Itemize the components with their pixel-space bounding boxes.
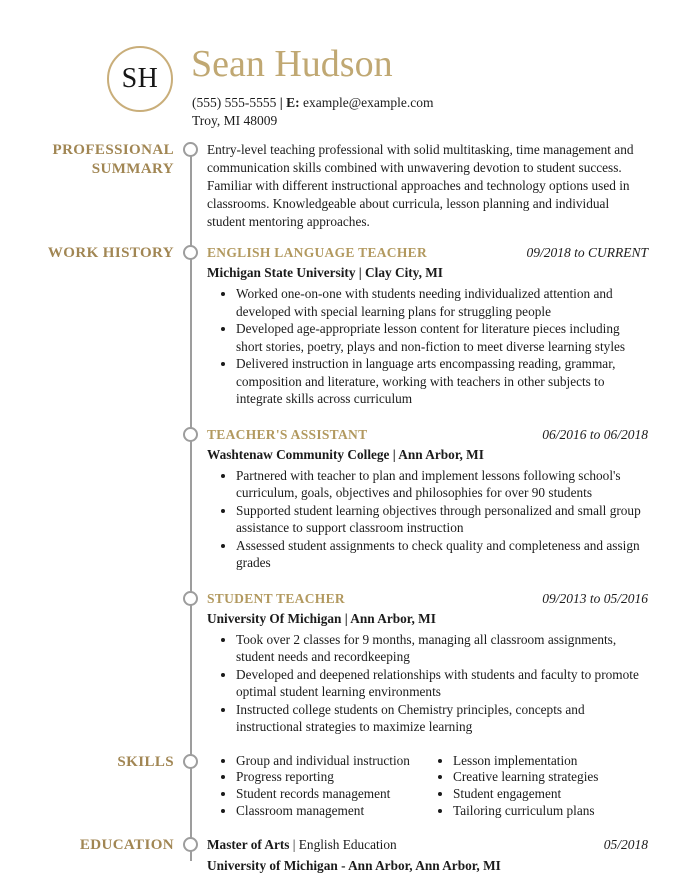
section-job-2: [0, 426, 684, 572]
job-bullet: • Took over 2 classes for 9 months, managing all classroom assignments, student needs and recordkeeping: [236, 631, 648, 666]
candidate-name: Sean Hudson: [191, 43, 393, 85]
monogram-initials: SH: [121, 63, 159, 94]
education-header: [207, 836, 648, 854]
skill-item: • Progress reporting: [236, 769, 424, 786]
timeline-rail: [174, 141, 207, 231]
email-address: example@example.com: [302, 95, 434, 110]
skills-column-1: [207, 753, 424, 820]
skills-content: [207, 753, 648, 820]
degree-name: Master of Arts: [207, 836, 290, 852]
skill-item: • Classroom management: [236, 803, 424, 820]
timeline-rail: [174, 426, 207, 572]
job-bullet-list: [207, 631, 648, 736]
timeline-node-icon: [183, 427, 198, 442]
skills-list-1: [207, 753, 424, 820]
job-dates: 06/2016 to 06/2018: [542, 426, 648, 442]
timeline-rail: [174, 244, 207, 408]
job-bullet: • Partnered with teacher to plan and implement lessons following school's curriculum, goals, objectives and philosophies for over 90 students: [236, 467, 648, 502]
job-header: [207, 426, 648, 444]
sections-timeline: [0, 141, 684, 875]
skills-list-2: [424, 753, 648, 820]
job-bullet: • Worked one-on-one with students needing individualized attention and developed with special learning plans for struggling people: [236, 285, 648, 320]
timeline-node-icon: [183, 754, 198, 769]
education-entry: [207, 836, 648, 875]
summary-label-line2: SUMMARY: [91, 161, 174, 177]
job-title: ENGLISH LANGUAGE TEACHER: [207, 245, 427, 260]
job-header: [207, 590, 648, 608]
job-entry: [207, 426, 648, 572]
section-skills: [0, 753, 684, 820]
summary-text: Entry-level teaching professional with solid multitasking, time management and communication skills combined with unwavering devotion to student success. Familiar with different instructional approaches and technology options used in classrooms. Knowledgeable about curricula, lesson planning and individual student mentoring approaches.: [207, 142, 634, 229]
job-company: University Of Michigan | Ann Arbor, MI: [207, 610, 436, 626]
skill-item: • Group and individual instruction: [236, 753, 424, 770]
job-header: [207, 244, 648, 262]
contact-line: [192, 95, 434, 111]
section-job-3: [0, 590, 684, 736]
degree-field: English Education: [298, 836, 397, 852]
job-entry: [207, 244, 648, 408]
summary-section-label: [0, 141, 174, 231]
job-bullet: • Developed and deepened relationships with students and faculty to promote optimal student learning environments: [236, 666, 648, 701]
skill-item: • Lesson implementation: [453, 753, 648, 770]
job-title: STUDENT TEACHER: [207, 590, 345, 606]
job-title: TEACHER'S ASSISTANT: [207, 426, 368, 442]
section-education: [0, 836, 684, 875]
job-dates: 09/2013 to 05/2016: [542, 590, 648, 606]
timeline-rail: [174, 590, 207, 736]
skill-item: • Creative learning strategies: [453, 769, 648, 786]
education-section-label: EDUCATION: [79, 836, 174, 853]
phone-number: (555) 555-5555: [192, 95, 277, 110]
education-degree-line: [207, 836, 397, 854]
work-history-section-label: WORK HISTORY: [47, 245, 174, 261]
education-school: University of Michigan - Ann Arbor, Ann Arbor, MI: [207, 857, 501, 873]
job-bullet: • Supported student learning objectives through personalized and small group assistance to support classroom instruction: [236, 502, 648, 537]
skills-columns: [207, 753, 648, 820]
timeline-node-icon: [183, 245, 198, 260]
empty-label: [0, 590, 174, 736]
education-dates: 05/2018: [603, 836, 648, 852]
job-bullet: • Instructed college students on Chemistry principles, concepts and instructional strategies to maximize learning: [236, 701, 648, 736]
job-bullet-list: [207, 467, 648, 572]
monogram-badge: [107, 46, 173, 112]
timeline-rail: [174, 753, 207, 820]
contact-separator: |: [279, 95, 283, 110]
email-label: E:: [286, 95, 300, 110]
skill-item: • Student engagement: [453, 786, 648, 803]
job-bullet: • Assessed student assignments to check quality and completeness and assign grades: [236, 537, 648, 572]
job-dates: 09/2018 to CURRENT: [526, 245, 648, 260]
skills-column-2: [424, 753, 648, 820]
timeline-node-icon: [183, 591, 198, 606]
timeline-rail: [174, 836, 207, 875]
job-entry: [207, 590, 648, 736]
timeline-node-icon: [183, 142, 198, 157]
timeline-node-icon: [183, 837, 198, 852]
degree-separator: |: [292, 836, 296, 852]
summary-label-line1: PROFESSIONAL: [52, 142, 174, 158]
section-work-history: [0, 244, 684, 408]
address-line: Troy, MI 48009: [192, 113, 278, 128]
skill-item: • Student records management: [236, 786, 424, 803]
job-bullet-list: [207, 285, 648, 408]
job-company: Washtenaw Community College | Ann Arbor, MI: [207, 446, 484, 462]
empty-label: [0, 426, 174, 572]
skills-section-label: SKILLS: [117, 753, 174, 770]
skill-item: • Tailoring curriculum plans: [453, 803, 648, 820]
section-professional-summary: [0, 141, 684, 231]
job-bullet: • Developed age-appropriate lesson content for literature pieces including short stories, poetry, plays and non-fiction to meet diverse learning styles: [236, 320, 648, 355]
job-company: Michigan State University | Clay City, MI: [207, 265, 443, 280]
job-bullet: • Delivered instruction in language arts encompassing reading, grammar, composition and literature, working with teachers in other subjects to integrate skills across curriculum: [236, 355, 648, 408]
